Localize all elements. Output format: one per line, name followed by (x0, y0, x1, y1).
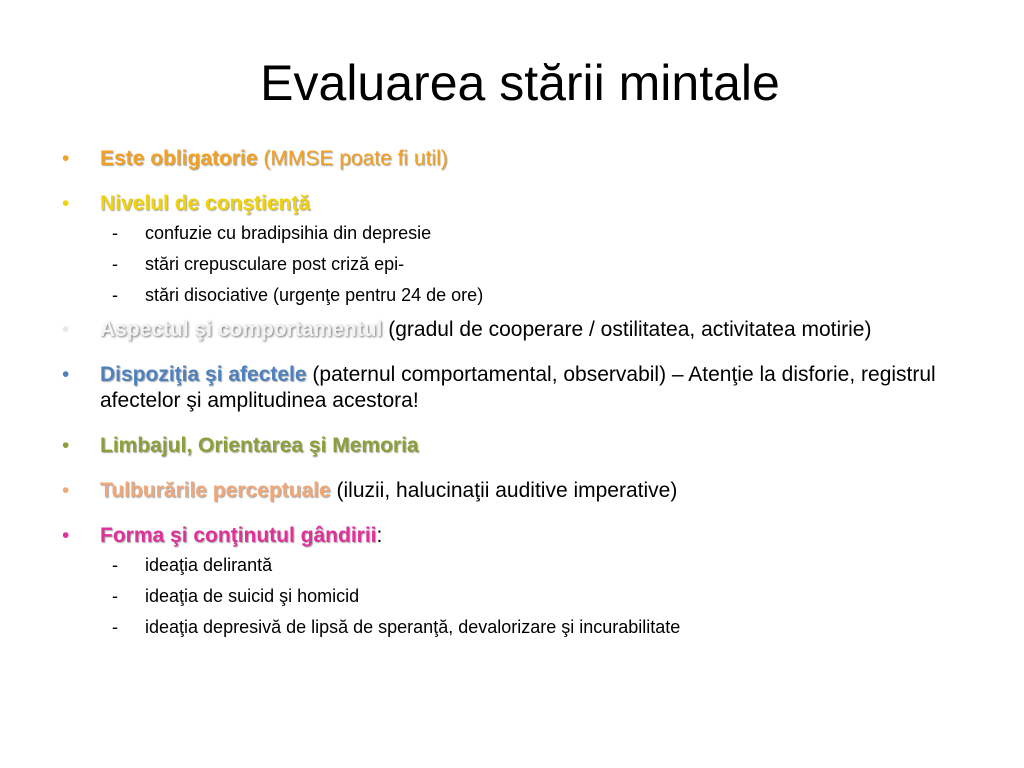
sub-item-text: stări crepusculare post criză epi- (145, 254, 405, 274)
sub-list (100, 553, 980, 639)
bullet-item-dispozitie (60, 362, 980, 414)
bullet-marker: • (62, 524, 70, 547)
dash-marker: - (112, 285, 118, 305)
item-text: (gradul de cooperare / ostilitatea, activitatea motirie) (382, 318, 872, 341)
bullet-item-obligatorie (60, 146, 980, 172)
sub-item (100, 283, 980, 307)
bullet-marker: • (62, 434, 70, 457)
dash-marker: - (112, 555, 118, 575)
sub-item-text: confuzie cu bradipsihia din depresie (145, 223, 432, 243)
sub-item (100, 615, 980, 639)
item-highlight: Tulburările perceptuale (100, 479, 331, 502)
bullet-marker: • (62, 147, 70, 170)
sub-item (100, 584, 980, 608)
item-highlight: Limbajul, Orientarea şi Memoria (100, 434, 419, 457)
item-highlight: Nivelul de conştienţă (100, 192, 311, 215)
item-highlight: Dispoziţia şi afectele (100, 363, 307, 386)
sub-item (100, 221, 980, 245)
bullet-item-limbaj (60, 433, 980, 459)
sub-item-text: stări disociative (urgenţe pentru 24 de ore) (145, 285, 484, 305)
sub-item-text: ideaţia delirantă (145, 555, 273, 575)
bullet-item-constienta (60, 191, 980, 307)
bullet-list (60, 146, 980, 658)
sub-item-text: ideaţia depresivă de lipsă de speranţă, devalorizare şi incurabilitate (145, 617, 681, 637)
dash-marker: - (112, 617, 118, 637)
sub-item-text: ideaţia de suicid şi homicid (145, 586, 360, 606)
bullet-item-aspect (60, 317, 980, 343)
item-highlight: Forma şi conţinutul gândirii (100, 524, 377, 547)
bullet-item-gandire (60, 523, 980, 639)
item-highlight: Este obligatorie (100, 147, 258, 170)
dash-marker: - (112, 254, 118, 274)
bullet-marker: • (62, 363, 70, 386)
bullet-marker: • (62, 318, 70, 341)
sub-item (100, 252, 980, 276)
dash-marker: - (112, 223, 118, 243)
sub-list (100, 221, 980, 307)
bullet-marker: • (62, 192, 70, 215)
bullet-item-tulburari (60, 478, 980, 504)
sub-item (100, 553, 980, 577)
dash-marker: - (112, 586, 118, 606)
item-highlight-secondary: (MMSE poate fi util) (263, 147, 448, 170)
slide-title: Evaluarea stării mintale (260, 55, 780, 111)
item-text: (iluzii, halucinaţii auditive imperative) (330, 479, 678, 502)
bullet-marker: • (62, 479, 70, 502)
item-text: : (376, 524, 383, 547)
item-text: (paternul comportamental, observabil) – Atenţie la disforie, registrul afectelor şi amplitudinea acestora! (100, 363, 936, 412)
item-highlight: Aspectul şi comportamentul (100, 318, 383, 341)
